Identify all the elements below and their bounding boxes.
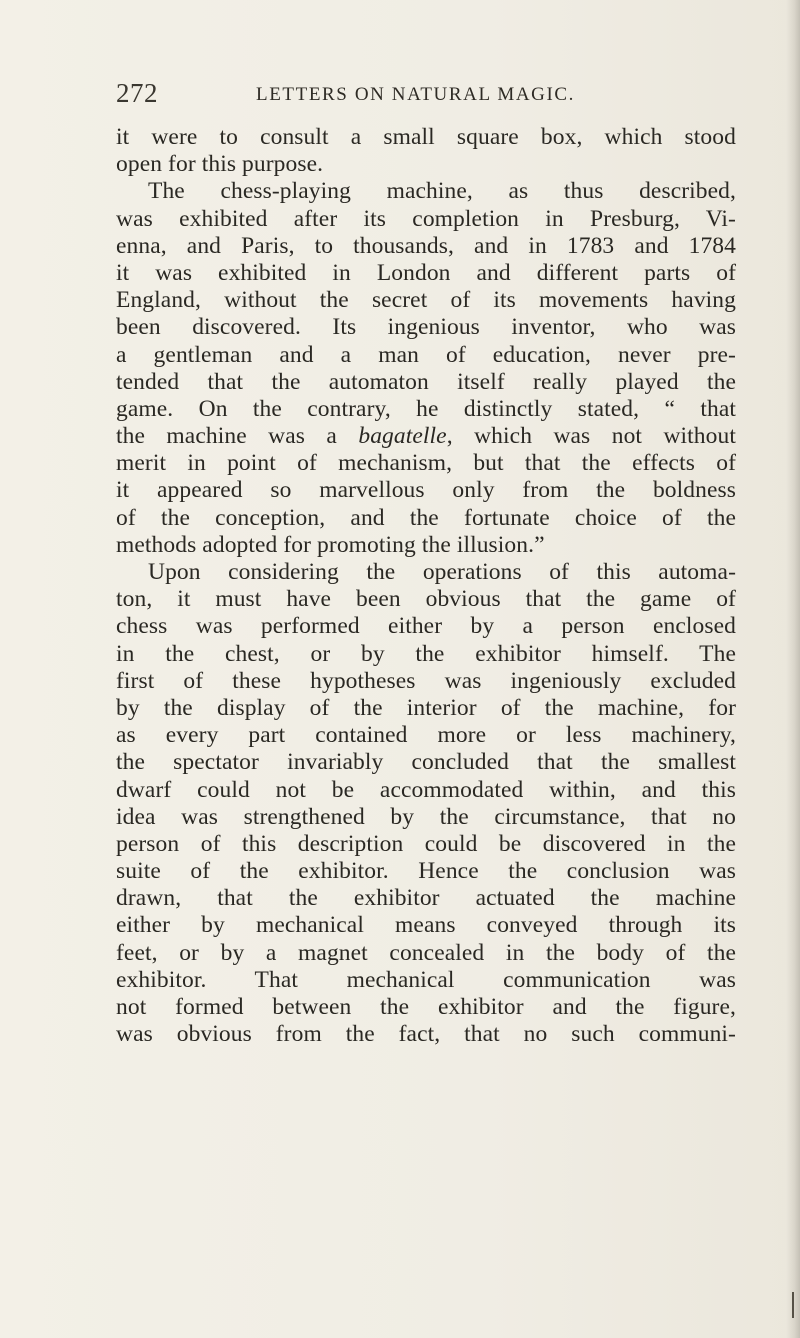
text-segment: was obvious from the fact, that no such communi- (116, 1021, 736, 1048)
text-segment: dwarf could not be accommodated within, and this (116, 776, 736, 803)
text-line (116, 777, 736, 804)
text-segment: either by mechanical means conveyed through its (116, 912, 736, 939)
text-segment: England, without the secret of its movements having (116, 287, 736, 314)
text-line (116, 749, 736, 776)
text-line (116, 885, 736, 912)
text-segment: in the chest, or by the exhibitor himself. The (116, 640, 736, 667)
text-line (116, 912, 736, 939)
text-line (116, 369, 736, 396)
text-segment: been discovered. Its ingenious inventor, who was (116, 314, 736, 341)
text-line (116, 505, 736, 532)
text-segment: feet, or by a magnet concealed in the body of the (116, 939, 736, 966)
text-segment: , which was not without (446, 423, 736, 450)
text-line (116, 450, 736, 477)
text-segment: by the display of the interior of the machine, for (116, 694, 736, 721)
text-line (116, 668, 736, 695)
text-line (116, 559, 736, 586)
text-line (116, 994, 736, 1021)
page-header (116, 78, 736, 118)
text-line (116, 260, 736, 287)
text-segment: it were to consult a small square box, which stood (116, 124, 736, 150)
text-segment: the spectator invariably concluded that the smallest (116, 749, 736, 776)
text-segment: drawn, that the exhibitor actuated the machine (116, 885, 736, 912)
text-segment: was exhibited after its completion in Presburg, Vi- (116, 205, 736, 232)
text-line (116, 967, 736, 994)
text-line (116, 342, 736, 369)
text-segment: methods adopted for promoting the illusion.” (116, 531, 545, 558)
page-edge-shadow (786, 0, 800, 1338)
text-segment: The chess-playing machine, as thus described, (148, 178, 736, 205)
text-line (116, 804, 736, 831)
text-segment: enna, and Paris, to thousands, and in 1783 and 1784 (116, 232, 736, 259)
text-line (116, 641, 736, 668)
text-segment: as every part contained more or less machinery, (116, 722, 736, 749)
text-segment: ton, it must have been obvious that the game of (116, 586, 736, 613)
text-line (116, 206, 736, 233)
text-segment: of the conception, and the fortunate choice of the (116, 504, 736, 531)
text-line (116, 722, 736, 749)
text-line (116, 858, 736, 885)
text-segment: tended that the automaton itself really played the (116, 368, 736, 395)
text-segment: first of these hypotheses was ingeniously excluded (116, 667, 736, 694)
text-line (116, 178, 736, 205)
text-line (116, 1021, 736, 1048)
text-line (116, 940, 736, 967)
body-text (116, 124, 736, 1048)
text-line (116, 423, 736, 450)
text-segment: not formed between the exhibitor and the figure, (116, 994, 736, 1020)
text-segment: Upon considering the operations of this automa- (148, 559, 736, 585)
text-line (116, 233, 736, 260)
text-line (116, 532, 736, 559)
text-segment: game. On the contrary, he distinctly stated, “ that (116, 395, 736, 422)
text-line (116, 695, 736, 722)
running-title: LETTERS ON NATURAL MAGIC. (256, 84, 576, 105)
italic-word: bagatelle (358, 423, 447, 450)
text-segment: it appeared so marvellous only from the boldness (116, 477, 736, 504)
text-segment: it was exhibited in London and different parts of (116, 259, 736, 286)
text-line (116, 287, 736, 314)
margin-mark (792, 1292, 794, 1318)
text-line (116, 396, 736, 423)
text-line (116, 151, 736, 178)
text-segment: suite of the exhibitor. Hence the conclusion was (116, 858, 736, 885)
text-line (116, 477, 736, 504)
text-line (116, 613, 736, 640)
text-line (116, 831, 736, 858)
text-segment: a gentleman and a man of education, never pre- (116, 341, 736, 368)
page-number: 272 (116, 78, 158, 108)
text-line (116, 124, 736, 151)
text-segment: chess was performed either by a person enclosed (116, 613, 736, 640)
text-segment: merit in point of mechanism, but that the effects of (116, 450, 736, 477)
text-line (116, 314, 736, 341)
text-line (116, 586, 736, 613)
text-segment: exhibitor. That mechanical communication was (116, 966, 736, 993)
text-segment: the machine was a (116, 423, 359, 450)
text-segment: idea was strengthened by the circumstance, that no (116, 803, 736, 830)
text-segment: open for this purpose. (116, 151, 324, 178)
text-segment: person of this description could be discovered in the (116, 830, 736, 857)
